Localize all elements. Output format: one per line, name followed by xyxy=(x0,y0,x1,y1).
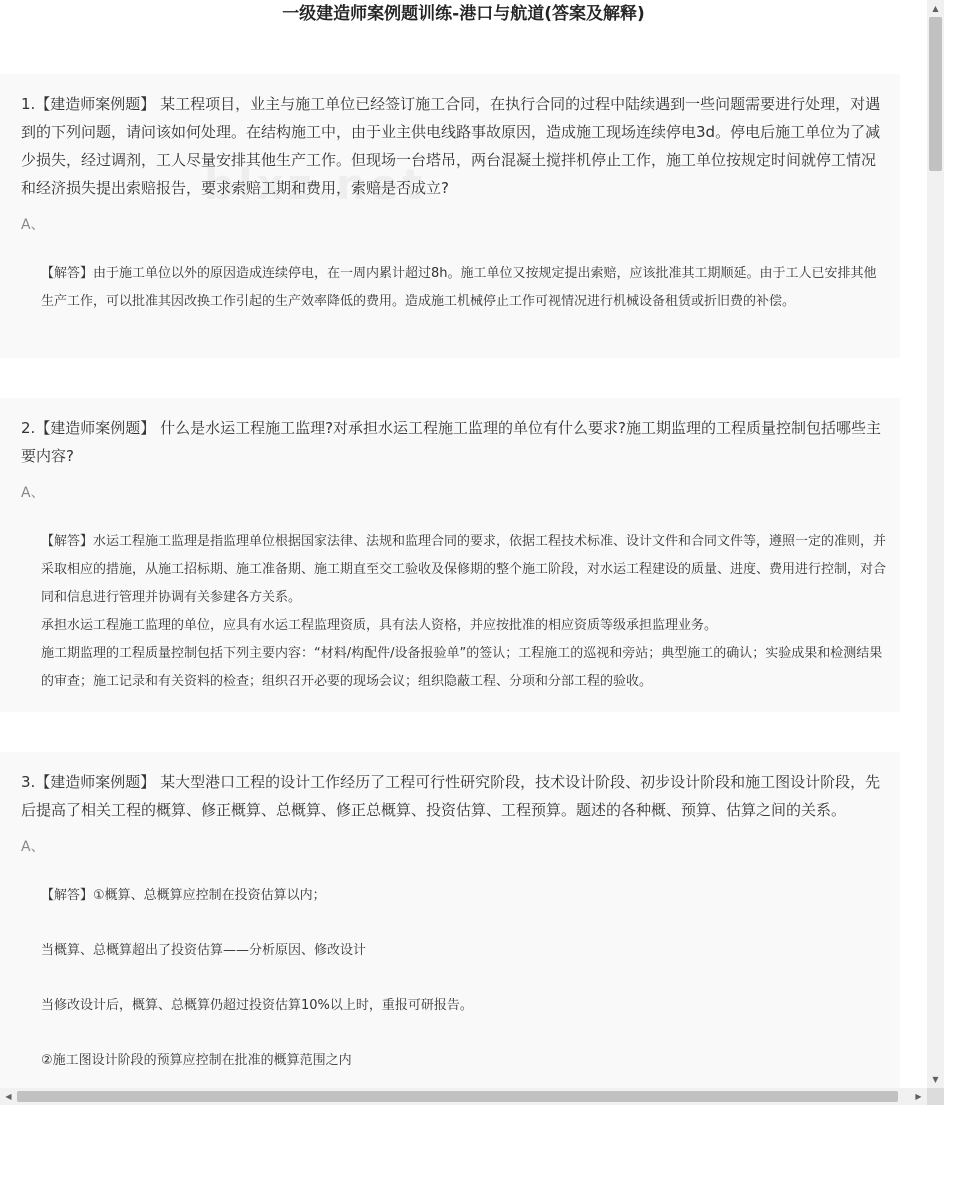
answer-option: A、 xyxy=(21,839,45,855)
answer-paragraph: 当修改设计后，概算、总概算仍超过投资估算10%以上时，重报可研报告。 xyxy=(41,998,473,1013)
scroll-down-arrow-icon[interactable]: ▼ xyxy=(932,1075,939,1084)
answer-paragraph: 承担水运工程施工监理的单位，应具有水运工程监理资质，具有法人资格，并应按批准的相应资质等级承担监理业务。 xyxy=(41,618,718,633)
vertical-scroll-thumb[interactable] xyxy=(929,17,942,171)
answer-paragraph: 【解答】①概算、总概算应控制在投资估算以内； xyxy=(41,888,326,903)
scroll-right-arrow-icon[interactable]: ▶ xyxy=(915,1092,922,1101)
vertical-scrollbar[interactable] xyxy=(927,0,944,1088)
horizontal-scrollbar[interactable] xyxy=(0,1088,927,1105)
answer-paragraph: ②施工图设计阶段的预算应控制在批准的概算范围之内 xyxy=(41,1053,352,1068)
question-card-3 xyxy=(0,752,900,1088)
scroll-up-arrow-icon[interactable]: ▲ xyxy=(932,4,939,13)
question-text: 3.【建造师案例题】 某大型港口工程的设计工作经历了工程可行性研究阶段，技术设计阶段、初步设计阶段和施工图设计阶段，先后提高了相关工程的概算、修正概算、总概算、修正总概算、投资估算、工程预算。题述的各种概、预算、估算之间的关系。 xyxy=(21,773,881,819)
answer-option: A、 xyxy=(21,217,45,233)
answer-paragraph: 【解答】由于施工单位以外的原因造成连续停电，在一周内累计超过8h。施工单位又按规定提出索赔，应该批准其工期顺延。由于工人已安排其他生产工作，可以批准其因改换工作引起的生产效率降低的费用。造成施工机械停止工作可视情况进行机械设备租赁或折旧费的补偿。 xyxy=(41,266,877,309)
scroll-left-arrow-icon[interactable]: ◀ xyxy=(5,1092,12,1101)
answer-paragraph: 【解答】水运工程施工监理是指监理单位根据国家法律、法规和监理合同的要求，依据工程技术标准、设计文件和合同文件等，遵照一定的准则，并采取相应的措施，从施工招标期、施工准备期、施工期直至交工验收及保修期的整个施工阶段，对水运工程建设的质量、进度、费用进行控制，对合同和信息进行管理并协调有关参建各方关系。 xyxy=(41,534,887,605)
answer-block xyxy=(41,528,886,696)
page-title: 一级建造师案例题训练-港口与航道(答案及解释) xyxy=(282,4,645,24)
scrollbar-corner xyxy=(927,1088,944,1105)
answer-option: A、 xyxy=(21,485,45,501)
question-card-1 xyxy=(0,74,900,358)
question-text: 1.【建造师案例题】 某工程项目，业主与施工单位已经签订施工合同，在执行合同的过程中陆续遇到一些问题需要进行处理，对遇到的下列问题，请问该如何处理。在结构施工中，由于业主供电线路事故原因，造成施工现场连续停电3d。停电后施工单位为了减少损失，经过调剂，工人尽量安排其他生产工作。但现场一台塔吊，两台混凝土搅拌机停止工作，施工单位按规定时间就停工情况和经济损失提出索赔报告，要求索赔工期和费用，索赔是否成立? xyxy=(21,95,881,197)
answer-block xyxy=(41,882,886,1075)
answer-paragraph: 当概算、总概算超出了投资估算——分析原因、修改设计 xyxy=(41,943,367,958)
answer-paragraph: 施工期监理的工程质量控制包括下列主要内容：“材料/构配件/设备报验单”的签认；工程施工的巡视和旁站；典型施工的确认；实验成果和检测结果的审查；施工记录和有关资料的检查；组织召开必要的现场会议；组织隐蔽工程、分项和分部工程的验收。 xyxy=(41,646,883,689)
horizontal-scroll-thumb[interactable] xyxy=(17,1091,898,1102)
question-text: 2.【建造师案例题】 什么是水运工程施工监理?对承担水运工程施工监理的单位有什么要求?施工期监理的工程质量控制包括哪些主要内容? xyxy=(21,419,882,465)
question-card-2 xyxy=(0,398,900,712)
answer-block xyxy=(41,260,886,316)
